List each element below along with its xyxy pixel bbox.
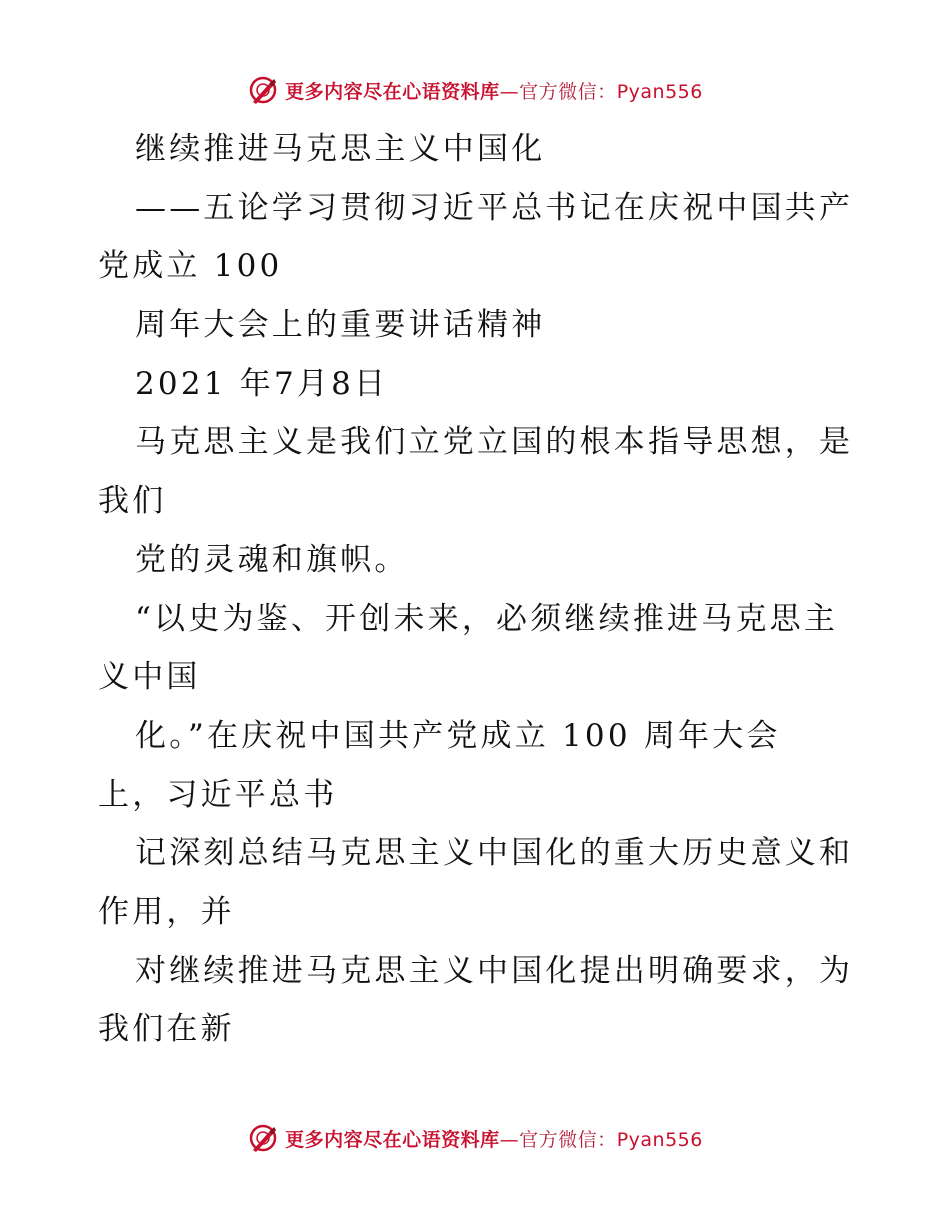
paragraph-line: 作用，并: [98, 893, 235, 930]
banner-wechat-id: Pyan556: [616, 80, 703, 103]
doc-subtitle-line: ——五论学习贯彻习近平总书记在庆祝中国共产: [135, 189, 854, 226]
banner-dash: —: [499, 80, 520, 103]
document-body: [98, 120, 858, 1059]
paragraph-line: 化。”在庆祝中国共产党成立 100 周年大会: [135, 717, 781, 754]
paragraph-line: 义中国: [98, 659, 201, 696]
pen-logo-icon: [247, 74, 279, 106]
doc-title: 继续推进马克思主义中国化: [135, 131, 546, 167]
paragraph-line: 马克思主义是我们立党立国的根本指导思想，是: [135, 424, 854, 461]
paragraph-line: 上，习近平总书: [98, 776, 338, 813]
banner-wechat-id: Pyan556: [616, 1128, 703, 1151]
banner-wechat-label: 官方微信：: [519, 80, 617, 103]
banner-text: [285, 1125, 703, 1152]
banner-dash: —: [499, 1128, 520, 1151]
paragraph-line: “以史为鉴、开创未来，必须继续推进马克思主: [135, 600, 839, 637]
header-banner: [0, 70, 950, 110]
paragraph-line: 我们在新: [98, 1011, 235, 1048]
pen-logo-icon: [247, 1122, 279, 1154]
banner-lead: 更多内容尽在心语资料库: [285, 80, 500, 103]
banner-text: [285, 77, 703, 104]
paragraph-line: 我们: [98, 483, 167, 520]
paragraph-line: 记深刻总结马克思主义中国化的重大历史意义和: [135, 835, 854, 872]
doc-subtitle-line: 党成立 100: [98, 248, 283, 285]
doc-date: 2021 年7月8日: [135, 365, 389, 402]
doc-subtitle-line: 周年大会上的重要讲话精神: [135, 307, 546, 344]
banner-wechat-label: 官方微信：: [519, 1128, 617, 1151]
paragraph-line: 党的灵魂和旗帜。: [135, 541, 409, 578]
banner-lead: 更多内容尽在心语资料库: [285, 1128, 500, 1151]
paragraph-line: 对继续推进马克思主义中国化提出明确要求，为: [135, 952, 854, 989]
footer-banner: [0, 1118, 950, 1158]
